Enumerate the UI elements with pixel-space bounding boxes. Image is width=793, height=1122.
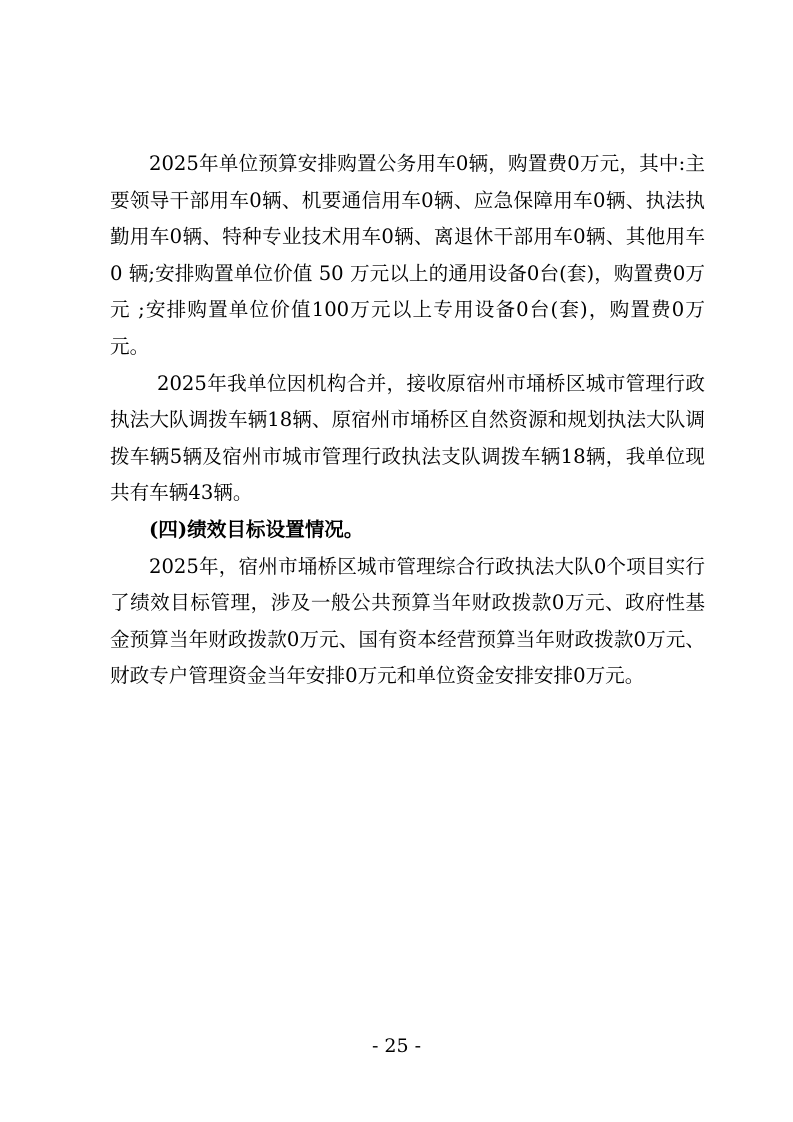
paragraph-performance-goals: 2025年，宿州市埇桥区城市管理综合行政执法大队0个项目实行了绩效目标管理，涉及一般公共预算当年财政拨款0万元、政府性基金预算当年财政拨款0万元、国有资本经营预算当年财政拨款0万元、财政专户管理资金当年安排0万元和单位资金安排安排0万元。: [110, 554, 705, 688]
page-content: [110, 146, 705, 695]
paragraph-vehicle-transfer: 2025年我单位因机构合并，接收原宿州市埇桥区城市管理行政执法大队调拨车辆18辆、原宿州市埇桥区自然资源和规划执法大队调拨车辆5辆及宿州市城市管理行政执法支队调拨车辆18辆，我单位现共有车辆43辆。: [110, 371, 705, 505]
section-heading-performance-goals: (四)绩效目标设置情况。: [149, 517, 364, 541]
paragraph-vehicle-purchase: 2025年单位预算安排购置公务用车0辆，购置费0万元，其中:主要领导干部用车0辆、机要通信用车0辆、应急保障用车0辆、执法执勤用车0辆、特种专业技术用车0辆、离退休干部用车0辆、其他用车0 辆;安排购置单位价值 50 万元以上的通用设备0台(套)，购置费0万元 ;安排购置单位价值100万元以上专用设备0台(套)，购置费0万元。: [110, 152, 705, 358]
page-number: - 25 -: [371, 1035, 422, 1057]
